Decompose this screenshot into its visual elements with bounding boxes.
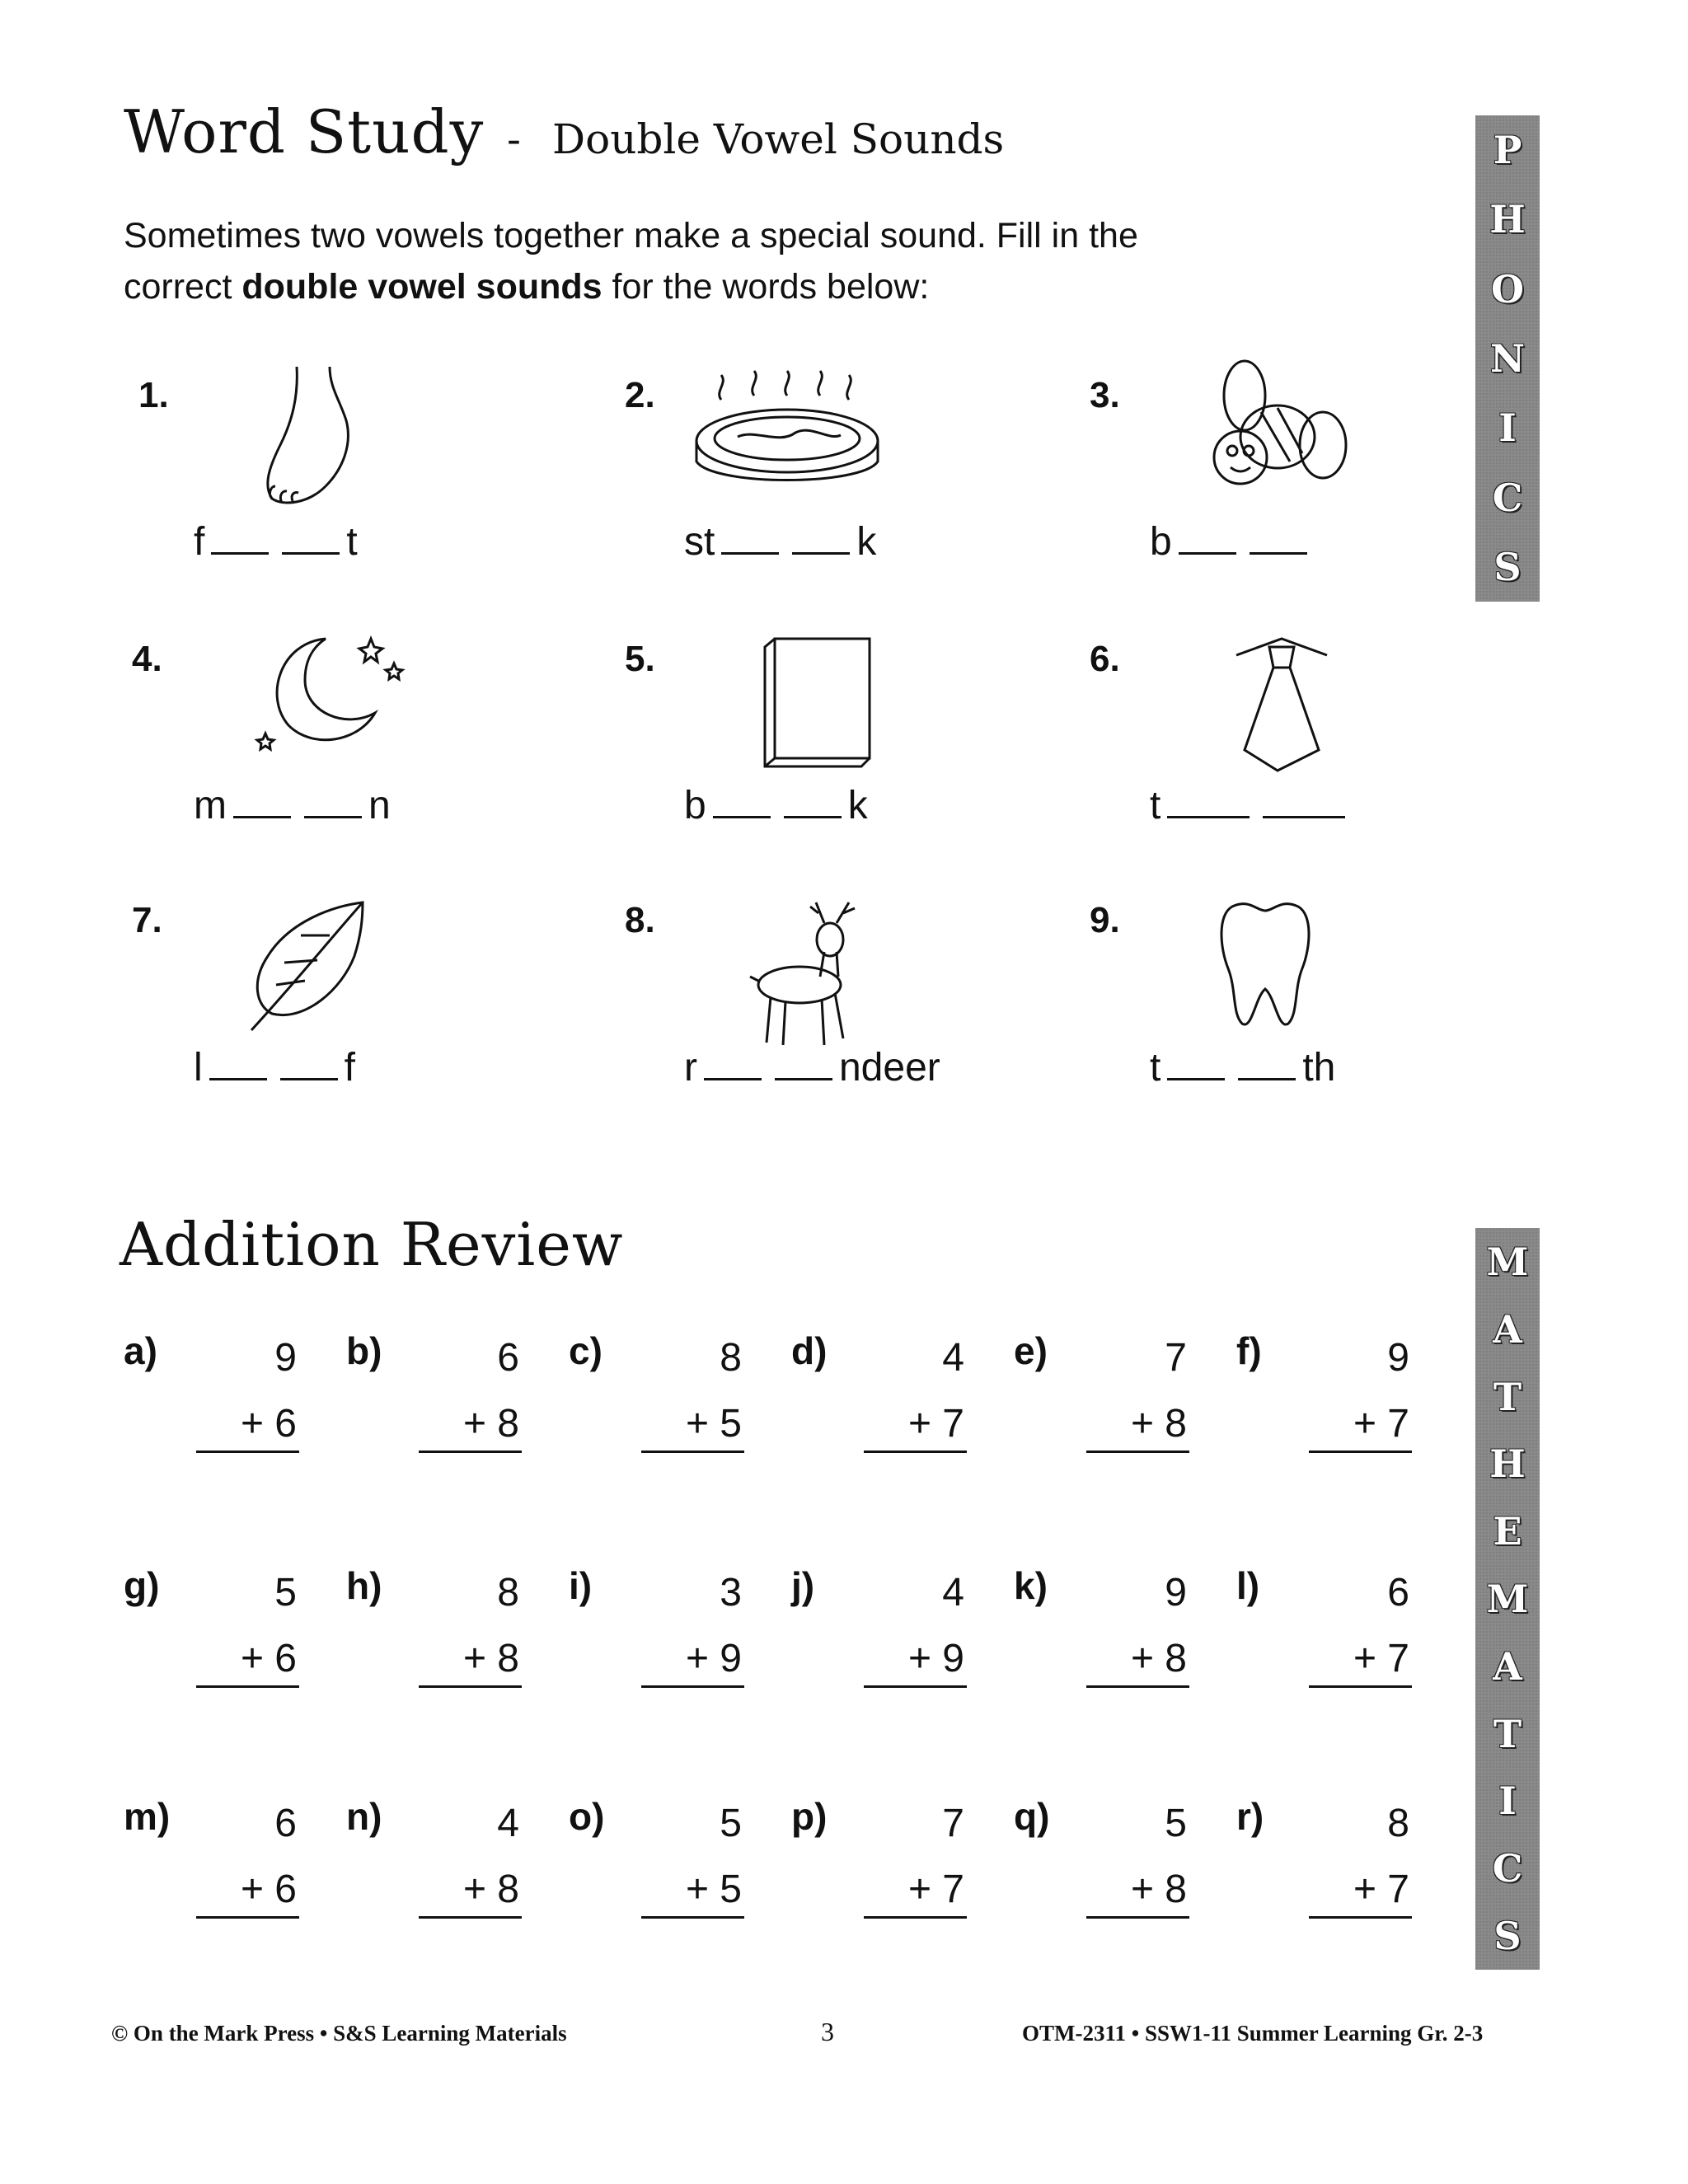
addend-top: 8: [1387, 1802, 1409, 1845]
problem-label: j): [791, 1564, 815, 1607]
answer-line[interactable]: [1309, 1916, 1412, 1919]
addend-bottom: + 8: [462, 1868, 519, 1911]
answer-line[interactable]: [419, 1451, 522, 1453]
word-steak: st k: [684, 520, 877, 564]
addend-bottom: + 8: [1130, 1868, 1187, 1911]
word-foot: f t: [194, 520, 358, 564]
page-number: 3: [821, 2017, 834, 2046]
addend-top: 9: [1165, 1571, 1187, 1615]
addend-top: 5: [720, 1802, 742, 1845]
leaf-icon: [239, 898, 371, 1038]
answer-blank[interactable]: [211, 547, 269, 555]
answer-blank[interactable]: [233, 811, 291, 818]
answer-line[interactable]: [1086, 1451, 1189, 1453]
answer-blank[interactable]: [792, 547, 850, 555]
addend-top: 5: [1165, 1802, 1187, 1845]
addend-bottom: + 7: [1353, 1637, 1409, 1680]
answer-line[interactable]: [419, 1685, 522, 1688]
word-study-title: Word Study: [124, 97, 485, 166]
word-tooth: t th: [1150, 1046, 1336, 1090]
answer-line[interactable]: [1086, 1685, 1189, 1688]
problem-label: d): [791, 1329, 828, 1372]
word-tie: t: [1150, 783, 1352, 828]
addend-bottom: + 5: [685, 1868, 742, 1911]
problem-label: b): [346, 1329, 382, 1372]
addend-bottom: + 8: [1130, 1402, 1187, 1446]
problem-label: f): [1236, 1329, 1262, 1372]
problem-label: r): [1236, 1795, 1264, 1838]
problem-label: h): [346, 1564, 382, 1607]
mathematics-tab: M A T H E M A T I C S: [1475, 1228, 1540, 1970]
instructions-line-2: correct double vowel sounds for the words below:: [124, 267, 930, 307]
addend-top: 4: [942, 1336, 964, 1380]
answer-line[interactable]: [1086, 1916, 1189, 1919]
addend-top: 8: [720, 1336, 742, 1380]
problem-label: k): [1014, 1564, 1048, 1607]
addend-bottom: + 6: [240, 1637, 297, 1680]
problem-label: i): [569, 1564, 593, 1607]
word-study-subtitle: Double Vowel Sounds: [552, 115, 1005, 163]
answer-line[interactable]: [864, 1685, 967, 1688]
problem-label: m): [124, 1795, 171, 1838]
book-icon: [758, 635, 874, 775]
answer-blank[interactable]: [1167, 811, 1250, 818]
item-number: 6.: [1090, 639, 1120, 679]
addend-top: 9: [1387, 1336, 1409, 1380]
answer-line[interactable]: [419, 1916, 522, 1919]
addend-bottom: + 7: [907, 1402, 964, 1446]
word-bee: b: [1150, 519, 1314, 565]
problem-label: n): [346, 1795, 382, 1838]
addend-top: 4: [497, 1802, 519, 1845]
answer-line[interactable]: [1309, 1451, 1412, 1453]
item-number: 3.: [1090, 375, 1120, 415]
answer-blank[interactable]: [1238, 1073, 1296, 1080]
word-book: b k: [684, 784, 868, 827]
addend-top: 3: [720, 1571, 742, 1615]
answer-line[interactable]: [1309, 1685, 1412, 1688]
addend-top: 7: [942, 1802, 964, 1845]
answer-blank[interactable]: [1263, 811, 1345, 818]
title-dash: -: [507, 115, 521, 163]
answer-blank[interactable]: [1250, 547, 1307, 555]
answer-blank[interactable]: [721, 547, 779, 555]
addend-top: 6: [1387, 1571, 1409, 1615]
addend-top: 8: [497, 1571, 519, 1615]
item-number: 8.: [625, 900, 655, 940]
problem-label: q): [1014, 1795, 1050, 1838]
answer-blank[interactable]: [784, 811, 842, 818]
instructions-line-1: Sometimes two vowels together make a special sound. Fill in the: [124, 216, 1138, 255]
problem-label: p): [791, 1795, 828, 1838]
answer-line[interactable]: [641, 1451, 744, 1453]
item-number: 4.: [132, 639, 162, 679]
word-reindeer: r ndeer: [684, 1046, 940, 1090]
answer-line[interactable]: [864, 1916, 967, 1919]
steak-icon: [688, 363, 886, 494]
answer-blank[interactable]: [304, 811, 362, 818]
word-leaf: l f: [194, 1046, 356, 1090]
item-number: 2.: [625, 375, 655, 415]
problem-label: a): [124, 1329, 157, 1372]
answer-line[interactable]: [196, 1451, 299, 1453]
moon-icon: [256, 630, 412, 762]
answer-line[interactable]: [196, 1685, 299, 1688]
answer-blank[interactable]: [1179, 547, 1236, 555]
problem-label: c): [569, 1329, 603, 1372]
item-number: 5.: [625, 639, 655, 679]
addend-top: 5: [274, 1571, 297, 1615]
addend-bottom: + 7: [907, 1868, 964, 1911]
bee-icon: [1199, 359, 1348, 523]
instructions: [124, 210, 1409, 312]
foot-icon: [247, 363, 363, 511]
answer-blank[interactable]: [280, 1073, 338, 1080]
problem-label: g): [124, 1564, 160, 1607]
answer-blank[interactable]: [1167, 1073, 1225, 1080]
addend-bottom: + 7: [1353, 1868, 1409, 1911]
answer-blank[interactable]: [704, 1073, 762, 1080]
problem-label: e): [1014, 1329, 1048, 1372]
answer-blank[interactable]: [282, 547, 340, 555]
addend-bottom: + 8: [462, 1637, 519, 1680]
addend-bottom: + 9: [685, 1637, 742, 1680]
item-number: 9.: [1090, 900, 1120, 940]
answer-line[interactable]: [864, 1451, 967, 1453]
addend-bottom: + 7: [1353, 1402, 1409, 1446]
tooth-icon: [1216, 898, 1315, 1030]
answer-blank[interactable]: [713, 811, 771, 818]
footer-copyright: © On the Mark Press • S&S Learning Materials: [111, 2021, 567, 2046]
problem-label: l): [1236, 1564, 1260, 1607]
addend-top: 4: [942, 1571, 964, 1615]
addend-top: 6: [274, 1802, 297, 1845]
addend-bottom: + 6: [240, 1402, 297, 1446]
addend-top: 7: [1165, 1336, 1187, 1380]
phonics-tab: P H O N I C S: [1475, 115, 1540, 602]
item-number: 1.: [138, 375, 169, 415]
answer-blank[interactable]: [209, 1073, 267, 1080]
addend-bottom: + 6: [240, 1868, 297, 1911]
item-number: 7.: [132, 900, 162, 940]
addend-bottom: + 8: [462, 1402, 519, 1446]
footer-catalog: OTM-2311 • SSW1-11 Summer Learning Gr. 2-3: [1022, 2021, 1484, 2046]
addition-review-title: Addition Review: [120, 1210, 624, 1279]
addend-bottom: + 8: [1130, 1637, 1187, 1680]
answer-line[interactable]: [641, 1916, 744, 1919]
reindeer-icon: [746, 898, 878, 1051]
word-moon: m n: [194, 784, 391, 827]
tie-icon: [1228, 635, 1335, 775]
addend-bottom: + 9: [907, 1637, 964, 1680]
instructions-bold: double vowel sounds: [241, 267, 603, 307]
addend-top: 6: [497, 1336, 519, 1380]
addend-top: 9: [274, 1336, 297, 1380]
answer-line[interactable]: [196, 1916, 299, 1919]
answer-blank[interactable]: [775, 1073, 832, 1080]
problem-label: o): [569, 1795, 605, 1838]
answer-line[interactable]: [641, 1685, 744, 1688]
addend-bottom: + 5: [685, 1402, 742, 1446]
